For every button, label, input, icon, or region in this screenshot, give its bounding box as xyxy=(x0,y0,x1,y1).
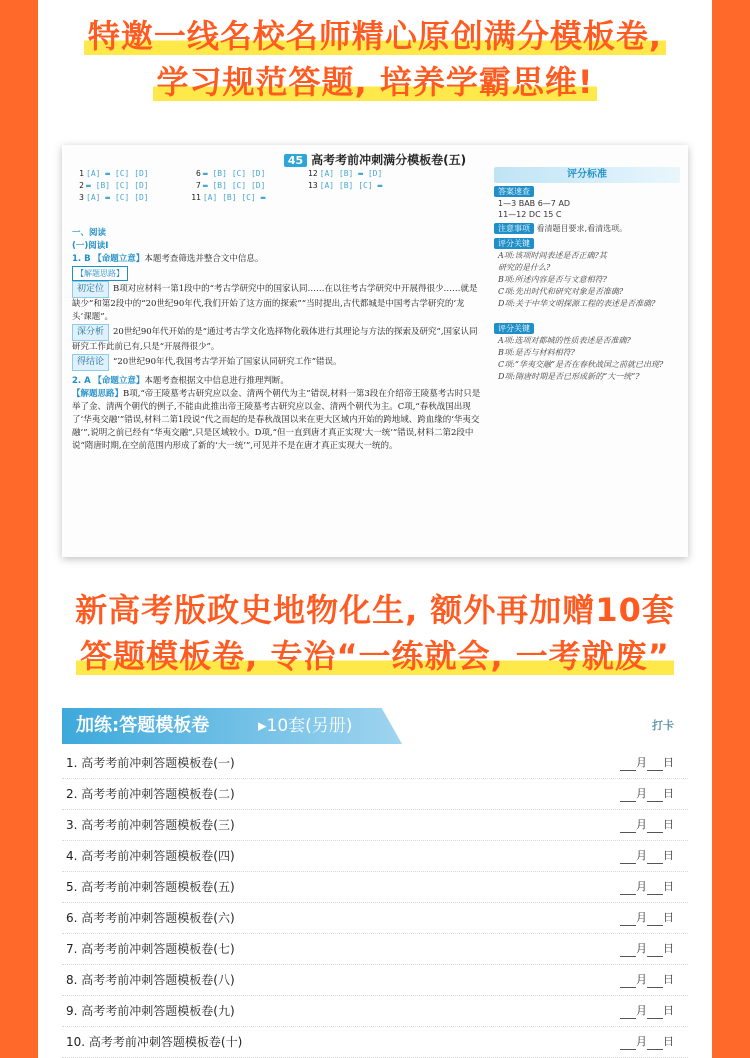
practice-title: 加练:答题模板卷 xyxy=(76,715,210,736)
list-item: 3. 高考考前冲刺答题模板卷(三) 月 日 xyxy=(62,810,688,841)
date-blank: 月 日 xyxy=(620,934,674,964)
list-item: 6. 高考考前冲刺答题模板卷(六) 月 日 xyxy=(62,903,688,934)
bubble-row: 1 [A] ▬ [C] [D] 6 ▬ [B] [C] [D] 12 [A] [B] ▬ [D] xyxy=(79,169,383,178)
headline-mid-1: 新高考版政史地物化生, 额外再加赠10套 xyxy=(75,591,675,629)
headline-top-2: 学习规范答题, 培养学霸思维! xyxy=(38,62,712,102)
date-blank: 月 日 xyxy=(620,841,674,871)
list-item: 9. 高考考前冲刺答题模板卷(九) 月 日 xyxy=(62,996,688,1027)
list-item: 10. 高考考前冲刺答题模板卷(十) 月 日 xyxy=(62,1027,688,1058)
section-heading: 一、阅读 xyxy=(72,228,107,238)
paper-number-badge: 45 xyxy=(284,154,307,167)
date-blank: 月 日 xyxy=(620,903,674,933)
list-item: 7. 高考考前冲刺答题模板卷(七) 月 日 xyxy=(62,934,688,965)
bubble-row: 3 [A] ▬ [C] [D] 11 [A] [B] [C] ▬ xyxy=(79,193,266,202)
scoring-header: 评分标准 xyxy=(494,167,680,183)
answer-explanation: 一、阅读 (一)阅读Ⅰ 1. B 【命题立意】本题考查筛选并整合文中信息。 【解题思路】 初定位 B项对应材料一第1段中的“考古学研究中的国家认同……在以往考古学研究中开展得很少……就是缺少”和第2段中的“20世纪90年代,我们开始了这方面的探索”“当时提出,古代都城是中国考古学研究的‘龙头’课题”。 深分析 20世纪90年代开始的是“通过考古学文化选择物化载体进行其理论与方法的探索及研究”,国家认同研究工作此前已有,只是“开展得很少”。 得结论 “20世纪90年代,我国考古学开始了国家认同研究工作”错误。 2. A 【命题立意】本题考查根据文中信息进行推理判断。 【解题思路】B项,“帝王陵墓考古研究应以金、清两个朝代为主”错误,材料一第3段在介绍帝王陵墓考古时只是举了金、清两个朝代的例子,不能由此推出帝王陵墓考古研究应以金、清两个朝代为主。C项,“春秋战国出现了‘华夷交融’”错误,材料二第1段说“代之而起的是春秋战国以来在更大区域内开始的跨地域、跨血缘的‘华夷交融’”,说明之前已经有“华夷交融”,只是区域较小。D项,“但一直到唐才真正实现‘大一统’”错误,材料二第2段中说“隋唐时期,在空前范围内形成了新的‘大一统’”,可见并不是在唐才真正实现大一统的。 xyxy=(72,228,481,451)
sample-paper xyxy=(62,145,688,557)
practice-count: ▸10套(另册) xyxy=(258,716,353,736)
subsection-heading: (一)阅读Ⅰ xyxy=(72,241,109,251)
flow-step-locate: 初定位 xyxy=(72,281,109,298)
headline-top-1: 特邀一线名校名师精心原创满分模板卷, xyxy=(38,16,712,56)
list-item: 8. 高考考前冲刺答题模板卷(八) 月 日 xyxy=(62,965,688,996)
date-blank: 月 日 xyxy=(620,1027,674,1057)
paper-title: 45 高考考前冲刺满分模板卷(五) xyxy=(62,151,688,168)
notes-tag: 注意事项 xyxy=(494,223,534,234)
date-blank: 月 日 xyxy=(620,996,674,1026)
practice-list xyxy=(62,748,688,1058)
list-item: 5. 高考考前冲刺答题模板卷(五) 月 日 xyxy=(62,872,688,903)
date-blank: 月 日 xyxy=(620,810,674,840)
key-points-tag-2: 评分关键 xyxy=(494,323,534,334)
play-triangle-icon: ▸ xyxy=(258,716,267,736)
date-blank: 月 日 xyxy=(620,965,674,995)
list-item: 1. 高考考前冲刺答题模板卷(一) 月 日 xyxy=(62,748,688,779)
punch-card-label: 打卡 xyxy=(652,719,674,732)
flow-step-conclude: 得结论 xyxy=(72,354,109,371)
key-points-tag: 评分关键 xyxy=(494,238,534,249)
date-blank: 月 日 xyxy=(620,748,674,778)
answer-bubbles xyxy=(72,169,472,205)
scoring-sidebar: 评分标准 答案速查 1—3 BAB 6—7 AD 11—12 DC 15 C 注意事项 看清题目要求,看清选项。 评分关键 A项:该项时间表述是否正确?其 研究的是什么? B项:所述内容是否与文意相符? C项:先出时代和研究对象是否准确? D项:关于中华文明探源工程的表述是否准确? 评分关键 A项:选项对都城的性质表述是否准确? B项:是否与材料相符? C项:“华夷交融”是否在春秋战国之前就已出现? D项:隋唐时期是否已形成新的“大一统”? xyxy=(494,167,680,551)
answers-tag: 答案速查 xyxy=(494,186,534,197)
date-blank: 月 日 xyxy=(620,779,674,809)
list-item: 4. 高考考前冲刺答题模板卷(四) 月 日 xyxy=(62,841,688,872)
headline-mid-2: 答题模板卷, 专治“一练就会, 一考就废” xyxy=(38,636,712,676)
bubble-row: 2 ▬ [B] [C] [D] 7 ▬ [B] [C] [D] 13 [A] [B] [C] ▬ xyxy=(79,181,383,190)
solution-tag: 【解题思路】 xyxy=(72,266,128,281)
date-blank: 月 日 xyxy=(620,872,674,902)
flow-step-analyze: 深分析 xyxy=(72,324,109,341)
practice-header xyxy=(62,708,688,744)
list-item: 2. 高考考前冲刺答题模板卷(二) 月 日 xyxy=(62,779,688,810)
